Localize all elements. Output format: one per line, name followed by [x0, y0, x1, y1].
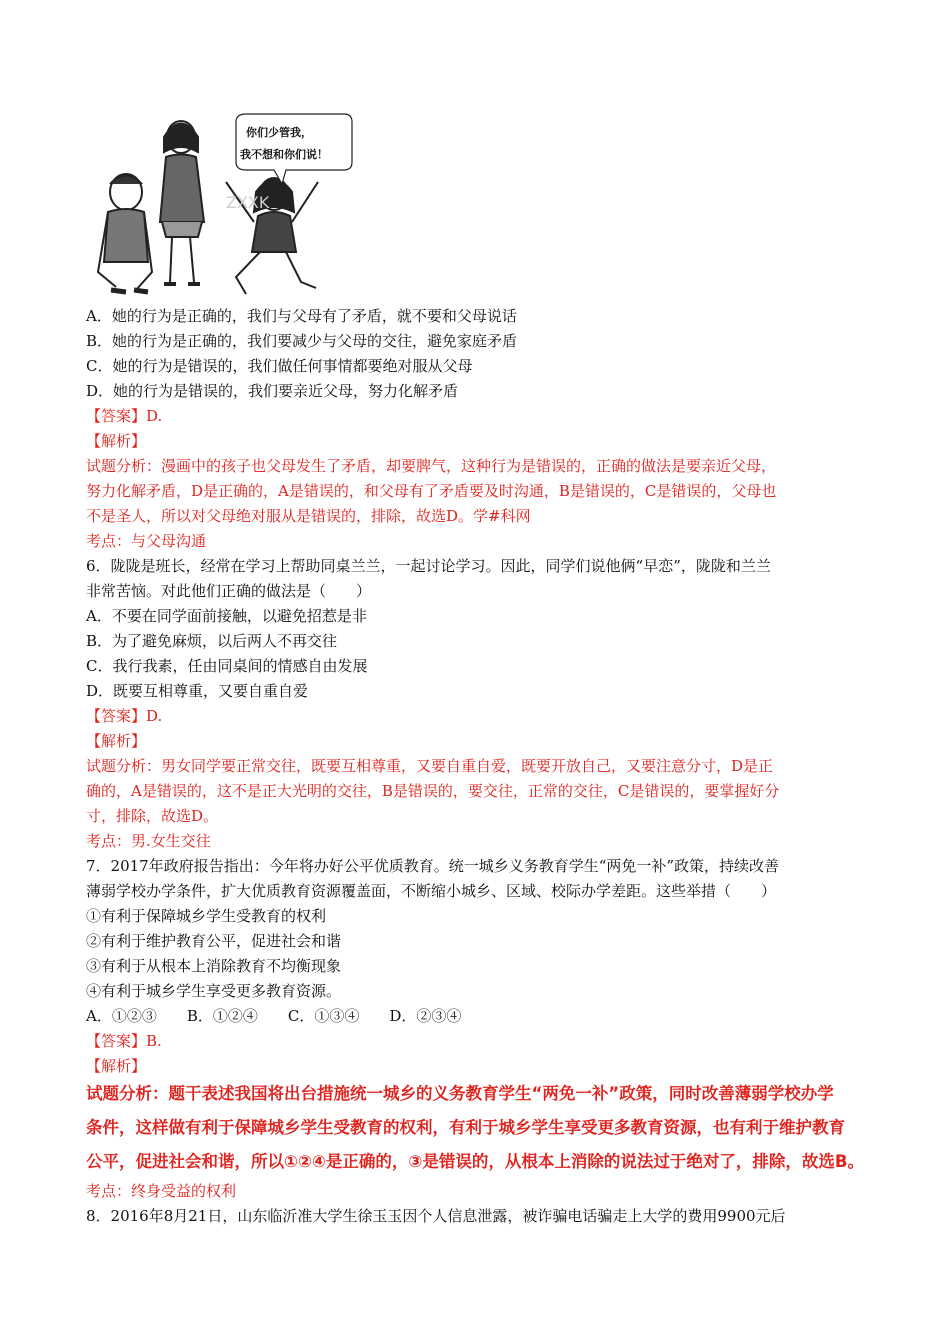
q7-choices: A．①②③ B．①②④ C．①③④ D．②③④: [86, 1007, 462, 1025]
q7-stem-line-2: 薄弱学校办学条件，扩大优质教育资源覆盖面，不断缩小城乡、区域、校际办学差距。这些举措（ ）: [86, 882, 777, 900]
q7-answer: 【答案】B.: [86, 1032, 162, 1050]
watermark: ZXXK: [226, 193, 270, 212]
q7-point: 考点：终身受益的权利: [86, 1182, 237, 1200]
q6-stem-line-1: 6．陇陇是班长，经常在学习上帮助同桌兰兰，一起讨论学习。因此，同学们说他俩“早恋”，陇陇和兰兰: [86, 557, 771, 575]
q6-analysis-line-2: 确的，A是错误的，这不是正大光明的交往，B是错误的，要交往，正常的交往，C是错误的，要掌握好分: [86, 782, 780, 800]
q8-stem: 8．2016年8月21日，山东临沂准大学生徐玉玉因个人信息泄露，被诈骗电话骗走上大学的费用9900元后: [86, 1207, 786, 1225]
q5-option-b: B．她的行为是正确的，我们要减少与父母的交往，避免家庭矛盾: [86, 332, 518, 350]
cartoon-illustration: [86, 112, 356, 298]
q5-answer: 【答案】D.: [86, 407, 163, 425]
q6-stem-line-2: 非常苦恼。对此他们正确的做法是（ ）: [86, 582, 372, 600]
q7-analysis-label: 【解析】: [86, 1057, 147, 1075]
q6-analysis-label: 【解析】: [86, 732, 147, 750]
q6-option-d: D．既要互相尊重，又要自重自爱: [86, 682, 309, 700]
q7-item-2: ②有利于维护教育公平，促进社会和谐: [86, 932, 342, 950]
q7-stem-line-1: 7．2017年政府报告指出：今年将办好公平优质教育。统一城乡义务教育学生“两免一补”政策，持续改善: [86, 857, 780, 875]
q5-analysis-label: 【解析】: [86, 432, 147, 450]
q6-point: 考点：男.女生交往: [86, 832, 211, 850]
q7-item-4: ④有利于城乡学生享受更多教育资源。: [86, 982, 342, 1000]
q7-item-1: ①有利于保障城乡学生受教育的权利: [86, 907, 327, 925]
q7-analysis-line-3: 公平，促进社会和谐，所以①②④是正确的，③是错误的，从根本上消除的说法过于绝对了，排除，故选B。: [86, 1152, 864, 1171]
q5-option-c: C．她的行为是错误的，我们做任何事情都要绝对服从父母: [86, 357, 473, 375]
q6-option-b: B．为了避免麻烦，以后两人不再交往: [86, 632, 338, 650]
q6-option-a: A．不要在同学面前接触，以避免招惹是非: [86, 607, 367, 625]
speech-line-2: 我不想和你们说！: [240, 148, 328, 161]
q5-analysis-line-2: 努力化解矛盾，D是正确的，A是错误的，和父母有了矛盾要及时沟通，B是错误的，C是错误的，父母也: [86, 482, 777, 500]
q5-analysis-line-3: 不是圣人，所以对父母绝对服从是错误的，排除，故选D。学#科网: [86, 507, 531, 525]
speech-line-1: 你们少管我，: [246, 126, 312, 139]
q6-analysis-line-1: 试题分析：男女同学要正常交往，既要互相尊重，又要自重自爱，既要开放自己，又要注意分寸，D是正: [86, 757, 774, 775]
q7-analysis-line-2: 条件，这样做有利于保障城乡学生受教育的权利，有利于城乡学生享受更多教育资源，也有利于维护教育: [86, 1118, 845, 1137]
q6-answer: 【答案】D.: [86, 707, 163, 725]
q7-analysis-line-1: 试题分析：题干表述我国将出台措施统一城乡的义务教育学生“两免一补”政策，同时改善薄弱学校办学: [86, 1084, 834, 1103]
q5-option-d: D．她的行为是错误的，我们要亲近父母，努力化解矛盾: [86, 382, 459, 400]
q5-analysis-line-1: 试题分析：漫画中的孩子也父母发生了矛盾，却要脾气，这种行为是错误的，正确的做法是要亲近父母，: [86, 457, 777, 475]
q6-option-c: C．我行我素，任由同桌间的情感自由发展: [86, 657, 368, 675]
q5-point: 考点：与父母沟通: [86, 532, 207, 550]
q6-analysis-line-3: 寸，排除，故选D。: [86, 807, 219, 825]
q5-option-a: A．她的行为是正确的，我们与父母有了矛盾，就不要和父母说话: [86, 307, 517, 325]
q7-item-3: ③有利于从根本上消除教育不均衡现象: [86, 957, 342, 975]
